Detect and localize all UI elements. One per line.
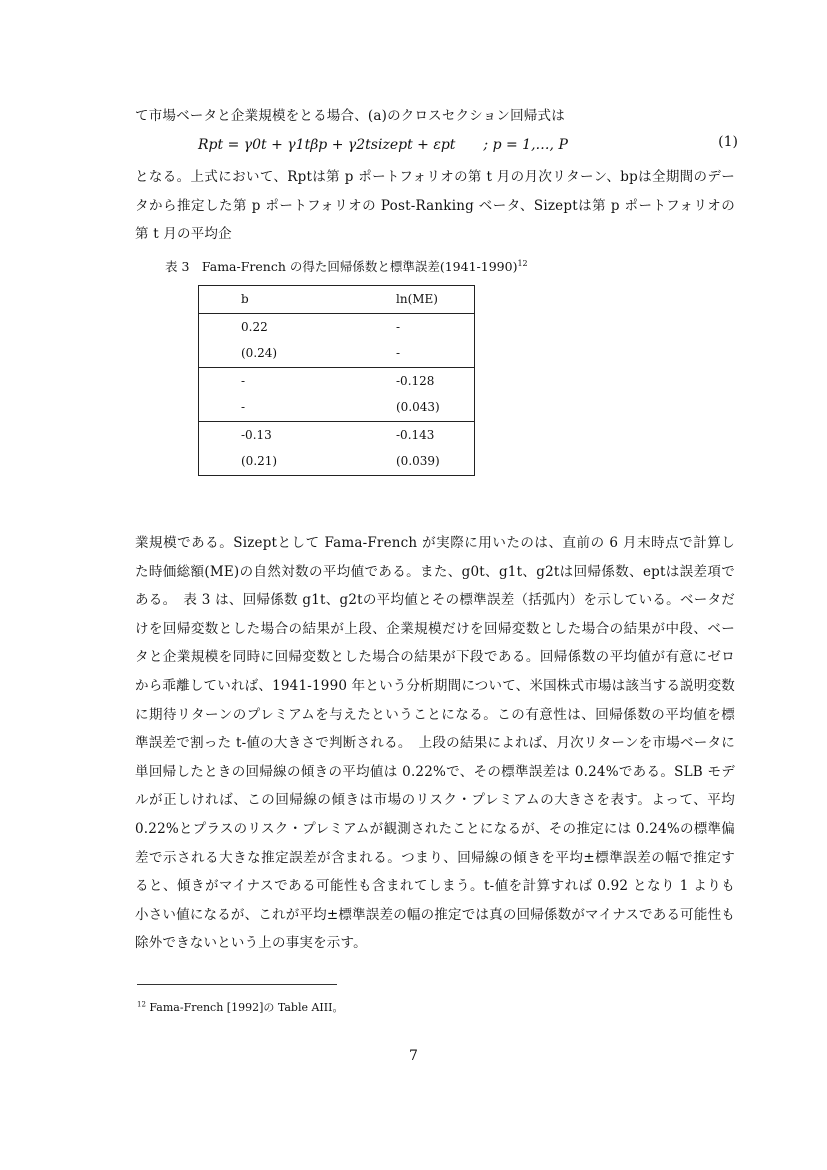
table-cell: (0.043) <box>396 400 440 415</box>
paragraph-definitions: となる。上式において、Rptは第 p ポートフォリオの第 t 月の月次リターン、bpは全期間のデータから推定した第 p ポートフォリオの Post-Ranking ベータ、Sizeptは第 p ポートフォリオの第 t 月の平均企 <box>135 169 735 243</box>
header-b: b <box>199 286 352 314</box>
table-cell: -0.143 <box>351 421 475 448</box>
table-cell: 0.22 <box>241 319 268 334</box>
table-row <box>199 448 475 475</box>
table-row <box>199 340 475 367</box>
table-cell: -0.128 <box>351 367 475 394</box>
table-cell: (0.24) <box>241 346 278 361</box>
table-cell: (0.039) <box>396 454 440 469</box>
equation-formula: Rpt = γ0t + γ1tβp + γ2tsizept + εpt ; p = 1,…, P <box>198 137 568 153</box>
table-cell: - <box>241 400 246 415</box>
paragraph-discussion: 業規模である。Sizeptとして Fama-French が実際に用いたのは、直前の 6 月末時点で計算した時価総額(ME)の自然対数の平均値である。また、g0t、g1t、g2tは回帰係数、eptは誤差項である。 表 3 は、回帰係数 g1t、g2tの平均値とその標準誤差（括弧内）を示している。ベータだけを回帰変数とした場合の結果が上段、企業規模だけを回帰変数とした場合の結果が中段、ベータと企業規模を同時に回帰変数とした場合の結果が下段である。回帰係数の平均値が有意にゼロから乖離していれば、1941-1990 年という分析期間について、米国株式市場は該当する説明変数に期待リターンのプレミアムを与えたということになる。この有意性は、回帰係数の平均値を標準誤差で割った t-値の大きさで判断される。 上段の結果によれば、月次リターンを市場ベータに単回帰したときの回帰線の傾きの平均値は 0.22%で、その標準誤差は 0.24%である。SLB モデルが正しければ、この回帰線の傾きは市場のリスク・プレミアムの大きさを表す。よって、平均 0.22%とプラスのリスク・プレミアムが観測されたことになるが、その推定には 0.24%の標準偏差で示される大きな推定誤差が含まれる。つまり、回帰線の傾きを平均±標準誤差の幅で推定すると、傾きがマイナスである可能性も含まれてしまう。t-値を計算すれば 0.92 となり 1 よりも小さい値になるが、これが平均±標準誤差の幅の推定では真の回帰係数がマイナスである可能性も除外できないという上の事実を示す。 <box>135 535 735 952</box>
paragraph-intro: て市場ベータと企業規模をとる場合、(a)のクロスセクション回帰式は <box>135 108 565 124</box>
header-ln-me: ln(ME) <box>351 286 475 314</box>
table-cell: - <box>396 346 401 361</box>
table-cell: -0.13 <box>199 421 352 448</box>
equation-number: (1) <box>718 134 738 150</box>
table-caption <box>165 257 528 275</box>
table-caption-footnote-ref: 12 <box>517 258 528 268</box>
table-cell: (0.21) <box>241 454 278 469</box>
footnote-divider <box>137 984 337 985</box>
footnote-text: Fama-French [1992]の Table AIII。 <box>145 1001 344 1014</box>
page-number: 7 <box>409 1048 418 1064</box>
table-cell: - <box>396 319 401 334</box>
regression-table <box>198 285 475 476</box>
table-row <box>199 367 475 394</box>
footnote-marker: 12 <box>137 1000 146 1009</box>
footnote-12 <box>137 999 343 1015</box>
table-row <box>199 421 475 448</box>
table-header-row <box>199 286 475 314</box>
equation-1 <box>198 134 738 158</box>
table-caption-text: 表 3 Fama-French の得た回帰係数と標準誤差(1941-1990) <box>165 259 518 274</box>
table-cell: - <box>199 367 352 394</box>
table-row <box>199 394 475 421</box>
table-row <box>199 313 475 340</box>
